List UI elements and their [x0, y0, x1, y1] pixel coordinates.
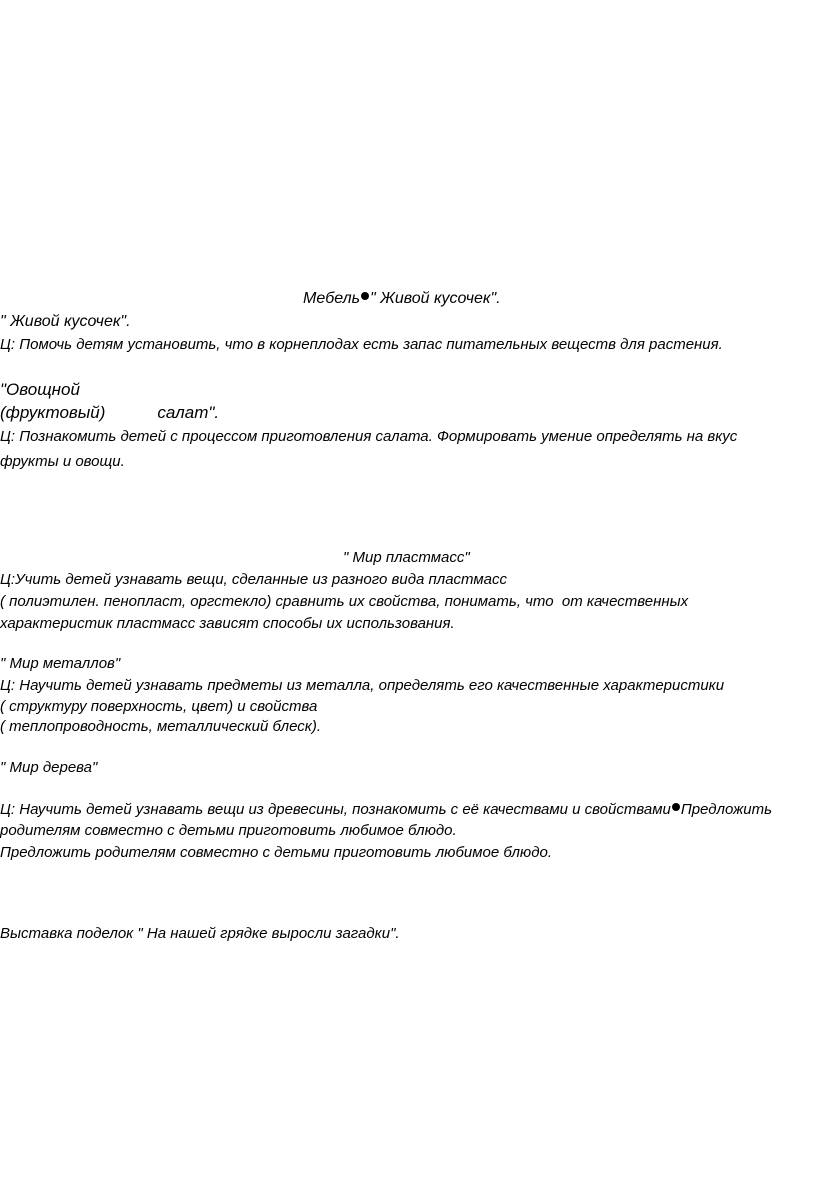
- section-text: ( полиэтилен. пенопласт, оргстекло) сравнить их свойства, понимать, что от качественных: [0, 593, 689, 610]
- section-title-part: салат".: [157, 403, 220, 422]
- section-title: [0, 403, 219, 423]
- section-title: " Живой кусочек".: [0, 313, 131, 330]
- section-text-part: Ц: Научить детей узнавать вещи из древесины, познакомить с её качествами и свойствами: [0, 801, 671, 818]
- section-text: ( теплопроводность, металлический блеск).: [0, 718, 322, 735]
- section-goal: фрукты и овощи.: [0, 453, 125, 470]
- section-text: Ц:Учить детей узнавать вещи, сделанные из разного вида пластмасс: [0, 571, 507, 588]
- section-text-part: Предложить: [680, 801, 773, 818]
- section-title: "Овощной: [0, 380, 80, 399]
- section-text: характеристик пластмасс зависят способы их использования.: [0, 615, 455, 632]
- section-text: родителям совместно с детьми приготовить любимое блюдо.: [0, 822, 457, 839]
- heading-word: Мебель: [303, 290, 361, 307]
- section-text: Предложить родителям совместно с детьми приготовить любимое блюдо.: [0, 844, 553, 861]
- exhibition-text: Выставка поделок " На нашей грядке выросли загадки".: [0, 925, 400, 942]
- bullet-icon: [672, 803, 680, 811]
- section-text: Ц: Научить детей узнавать предметы из металла, определять его качественные характеристики: [0, 677, 725, 694]
- bullet-icon: [361, 292, 369, 300]
- section-title: " Мир дерева": [0, 759, 98, 776]
- heading-title: " Живой кусочек".: [370, 290, 501, 307]
- section-text: [0, 801, 772, 819]
- heading-line: [303, 289, 501, 308]
- section-title: " Мир металлов": [0, 655, 121, 672]
- section-title: " Мир пластмасс": [343, 549, 470, 566]
- section-title-part: (фруктовый): [0, 403, 106, 422]
- section-goal: Ц: Познакомить детей с процессом приготовления салата. Формировать умение определять на вкус: [0, 428, 738, 445]
- section-goal: Ц: Помочь детям установить, что в корнеплодах есть запас питательных веществ для растения.: [0, 336, 723, 353]
- section-text: ( структуру поверхность, цвет) и свойства: [0, 698, 318, 715]
